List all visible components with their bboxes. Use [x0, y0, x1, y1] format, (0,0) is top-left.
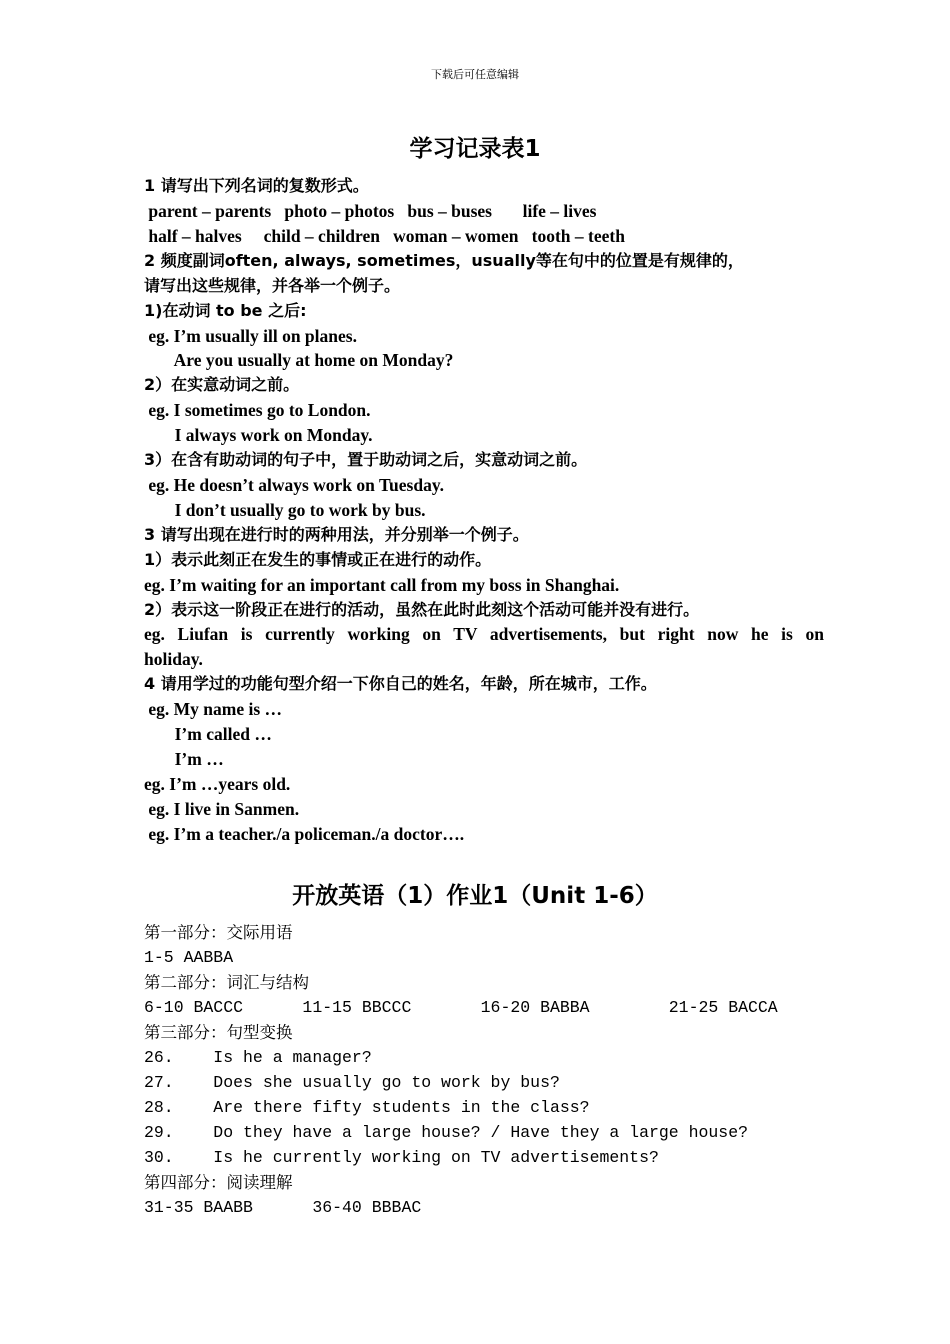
s2-line-0: 第一部分：交际用语 [144, 923, 293, 942]
s1-line-22: I’m called … [144, 724, 272, 744]
s1-line-26: eg. I’m a teacher./a policeman./a doctor…. [144, 824, 465, 844]
s1-line-10: I always work on Monday. [144, 425, 373, 445]
s1-line-17: 2）表示这一阶段正在进行的活动，虽然在此时此刻这个活动可能并没有进行。 [144, 600, 700, 619]
s1-line-1: parent – parents photo – photos bus – buses life – lives [144, 201, 597, 221]
s1-line-8: 2）在实意动词之前。 [144, 375, 300, 394]
s1-line-9: eg. I sometimes go to London. [144, 400, 371, 420]
s1-line-2: half – halves child – children woman – women tooth – teeth [144, 226, 625, 246]
header-note: 下载后可任意编辑 [431, 68, 519, 81]
s1-line-3: 2 频度副词often, always, sometimes，usually等在句中的位置是有规律的， [144, 251, 744, 270]
s2-line-9: 30. Is he currently working on TV advertisements? [144, 1148, 659, 1167]
s1-line-18: eg. Liufan is currently working on TV advertisements, but right now he is on [144, 624, 824, 644]
s1-line-11: 3）在含有助动词的句子中，置于助动词之后，实意动词之前。 [144, 450, 588, 469]
s1-line-4: 请写出这些规律，并各举一个例子。 [144, 276, 401, 295]
s1-line-25: eg. I live in Sanmen. [144, 799, 300, 819]
s2-line-1: 1-5 AABBA [144, 948, 234, 967]
s1-line-12: eg. He doesn’t always work on Tuesday. [144, 475, 444, 495]
section2-title: 开放英语（1）作业1（Unit 1-6） [292, 883, 658, 909]
s1-line-21: eg. My name is … [144, 699, 283, 719]
s1-line-14: 3 请写出现在进行时的两种用法，并分别举一个例子。 [144, 525, 529, 544]
s2-line-4: 第三部分：句型变换 [144, 1023, 293, 1042]
s2-line-10: 第四部分：阅读理解 [144, 1173, 293, 1192]
s1-line-16: eg. I’m waiting for an important call from my boss in Shanghai. [144, 575, 620, 595]
s2-line-7: 28. Are there fifty students in the class? [144, 1098, 590, 1117]
s1-line-6: eg. I’m usually ill on planes. [144, 326, 357, 346]
s1-line-24: eg. I’m …years old. [144, 774, 291, 794]
s2-line-6: 27. Does she usually go to work by bus? [144, 1073, 560, 1092]
s2-line-2: 第二部分：词汇与结构 [144, 973, 309, 992]
s2-line-11: 31-35 BAABB 36-40 BBBAC [144, 1198, 422, 1217]
s1-line-5: 1)在动词 to be 之后: [144, 301, 307, 320]
s1-line-7: Are you usually at home on Monday? [144, 350, 454, 370]
section1-title: 学习记录表1 [409, 136, 541, 162]
s1-line-20: 4 请用学过的功能句型介绍一下你自己的姓名，年龄，所在城市，工作。 [144, 674, 657, 693]
s1-line-15: 1）表示此刻正在发生的事情或正在进行的动作。 [144, 550, 492, 569]
s1-line-13: I don’t usually go to work by bus. [144, 500, 426, 520]
s2-line-5: 26. Is he a manager? [144, 1048, 372, 1067]
s2-line-8: 29. Do they have a large house? / Have they a large house? [144, 1123, 748, 1142]
s1-line-19: holiday. [144, 649, 203, 669]
s1-line-23: I’m … [144, 749, 224, 769]
s1-line-0: 1 请写出下列名词的复数形式。 [144, 176, 369, 195]
s2-line-3: 6-10 BACCC 11-15 BBCCC 16-20 BABBA 21-25 BACCA [144, 998, 778, 1017]
